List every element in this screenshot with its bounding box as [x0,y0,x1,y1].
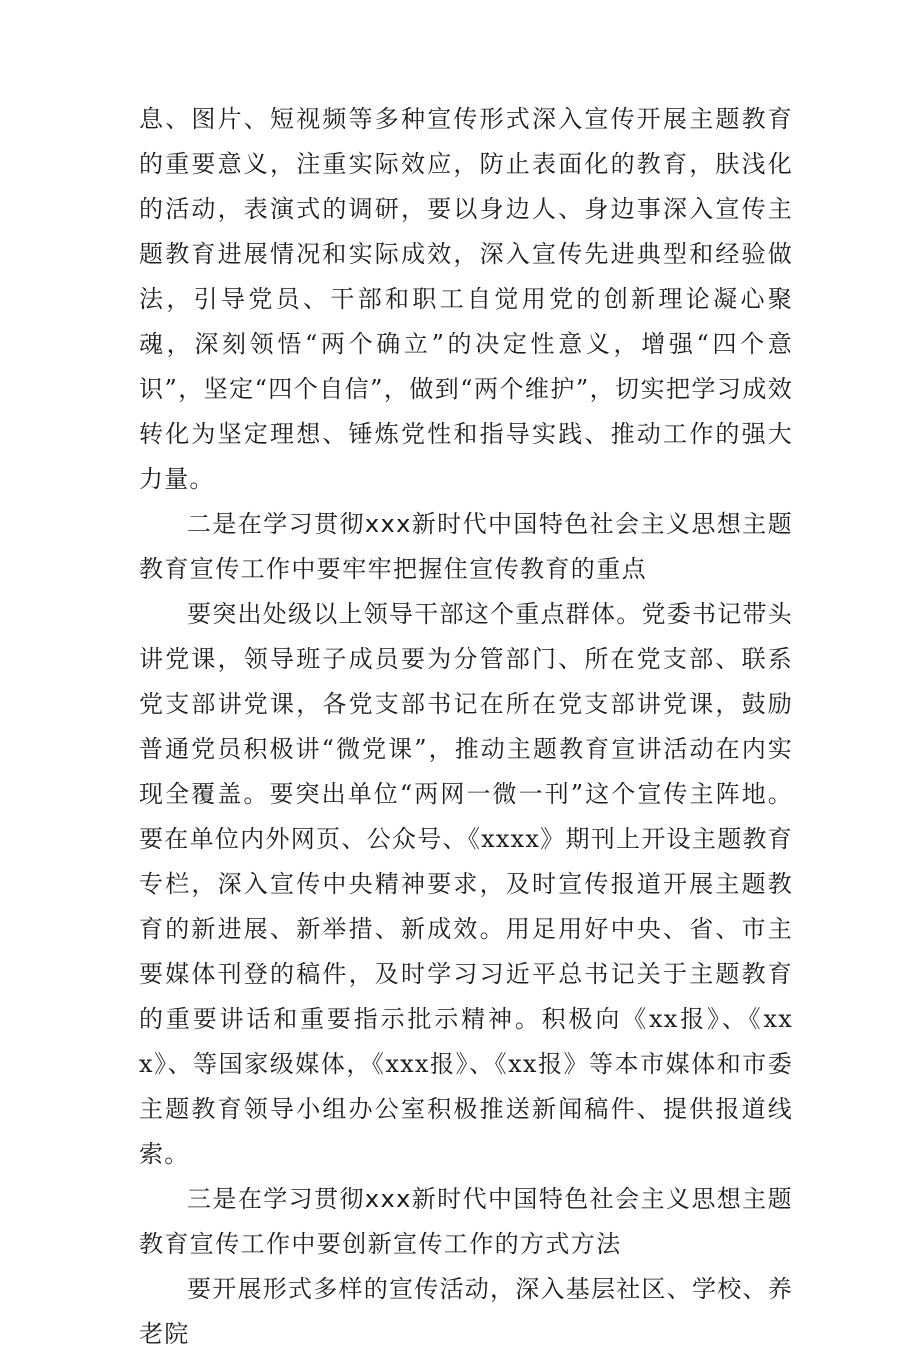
body-paragraph: 要突出处级以上领导干部这个重点群体。党委书记带头讲党课，领导班子成员要为分管部门、所在党支部、联系党支部讲党课，各党支部书记在所在党支部讲党课，鼓励普通党员积极讲“微党课”，推动主题教育宣讲活动在内实现全覆盖。要突出单位“两网一微一刊”这个宣传主阵地。要在单位内外网页、公众号、《xxxx》期刊上开设主题教育专栏，深入宣传中央精神要求，及时宣传报道开展主题教育的新进展、新举措、新成效。用足用好中央、省、市主要媒体刊登的稿件，及时学习习近平总书记关于主题教育的重要讲话和重要指示批示精神。积极向《xx报》、《xxx》、等国家级媒体，《xxx报》、《xx报》等本市媒体和市委主题教育领导小组办公室积极推送新闻稿件、提供报道线索。 [139,600,793,1168]
section-heading: 二是在学习贯彻xxx新时代中国特色社会主义思想主题教育宣传工作中要牢牢把握住宣传教育的重点 [139,510,793,583]
document-body [139,97,793,1357]
body-paragraph: 息、图片、短视频等多种宣传形式深入宣传开展主题教育的重要意义，注重实际效应，防止表面化的教育，肤浅化的活动，表演式的调研，要以身边人、身边事深入宣传主题教育进展情况和实际成效，深入宣传先进典型和经验做法，引导党员、干部和职工自觉用党的创新理论凝心聚魂，深刻领悟“两个确立”的决定性意义，增强“四个意识”，坚定“四个自信”，做到“两个维护”，切实把学习成效转化为坚定理想、锤炼党性和指导实践、推动工作的强大力量。 [139,105,793,493]
section-heading: 三是在学习贯彻xxx新时代中国特色社会主义思想主题教育宣传工作中要创新宣传工作的方式方法 [139,1185,793,1258]
body-paragraph: 要开展形式多样的宣传活动，深入基层社区、学校、养老院 [139,1275,793,1348]
